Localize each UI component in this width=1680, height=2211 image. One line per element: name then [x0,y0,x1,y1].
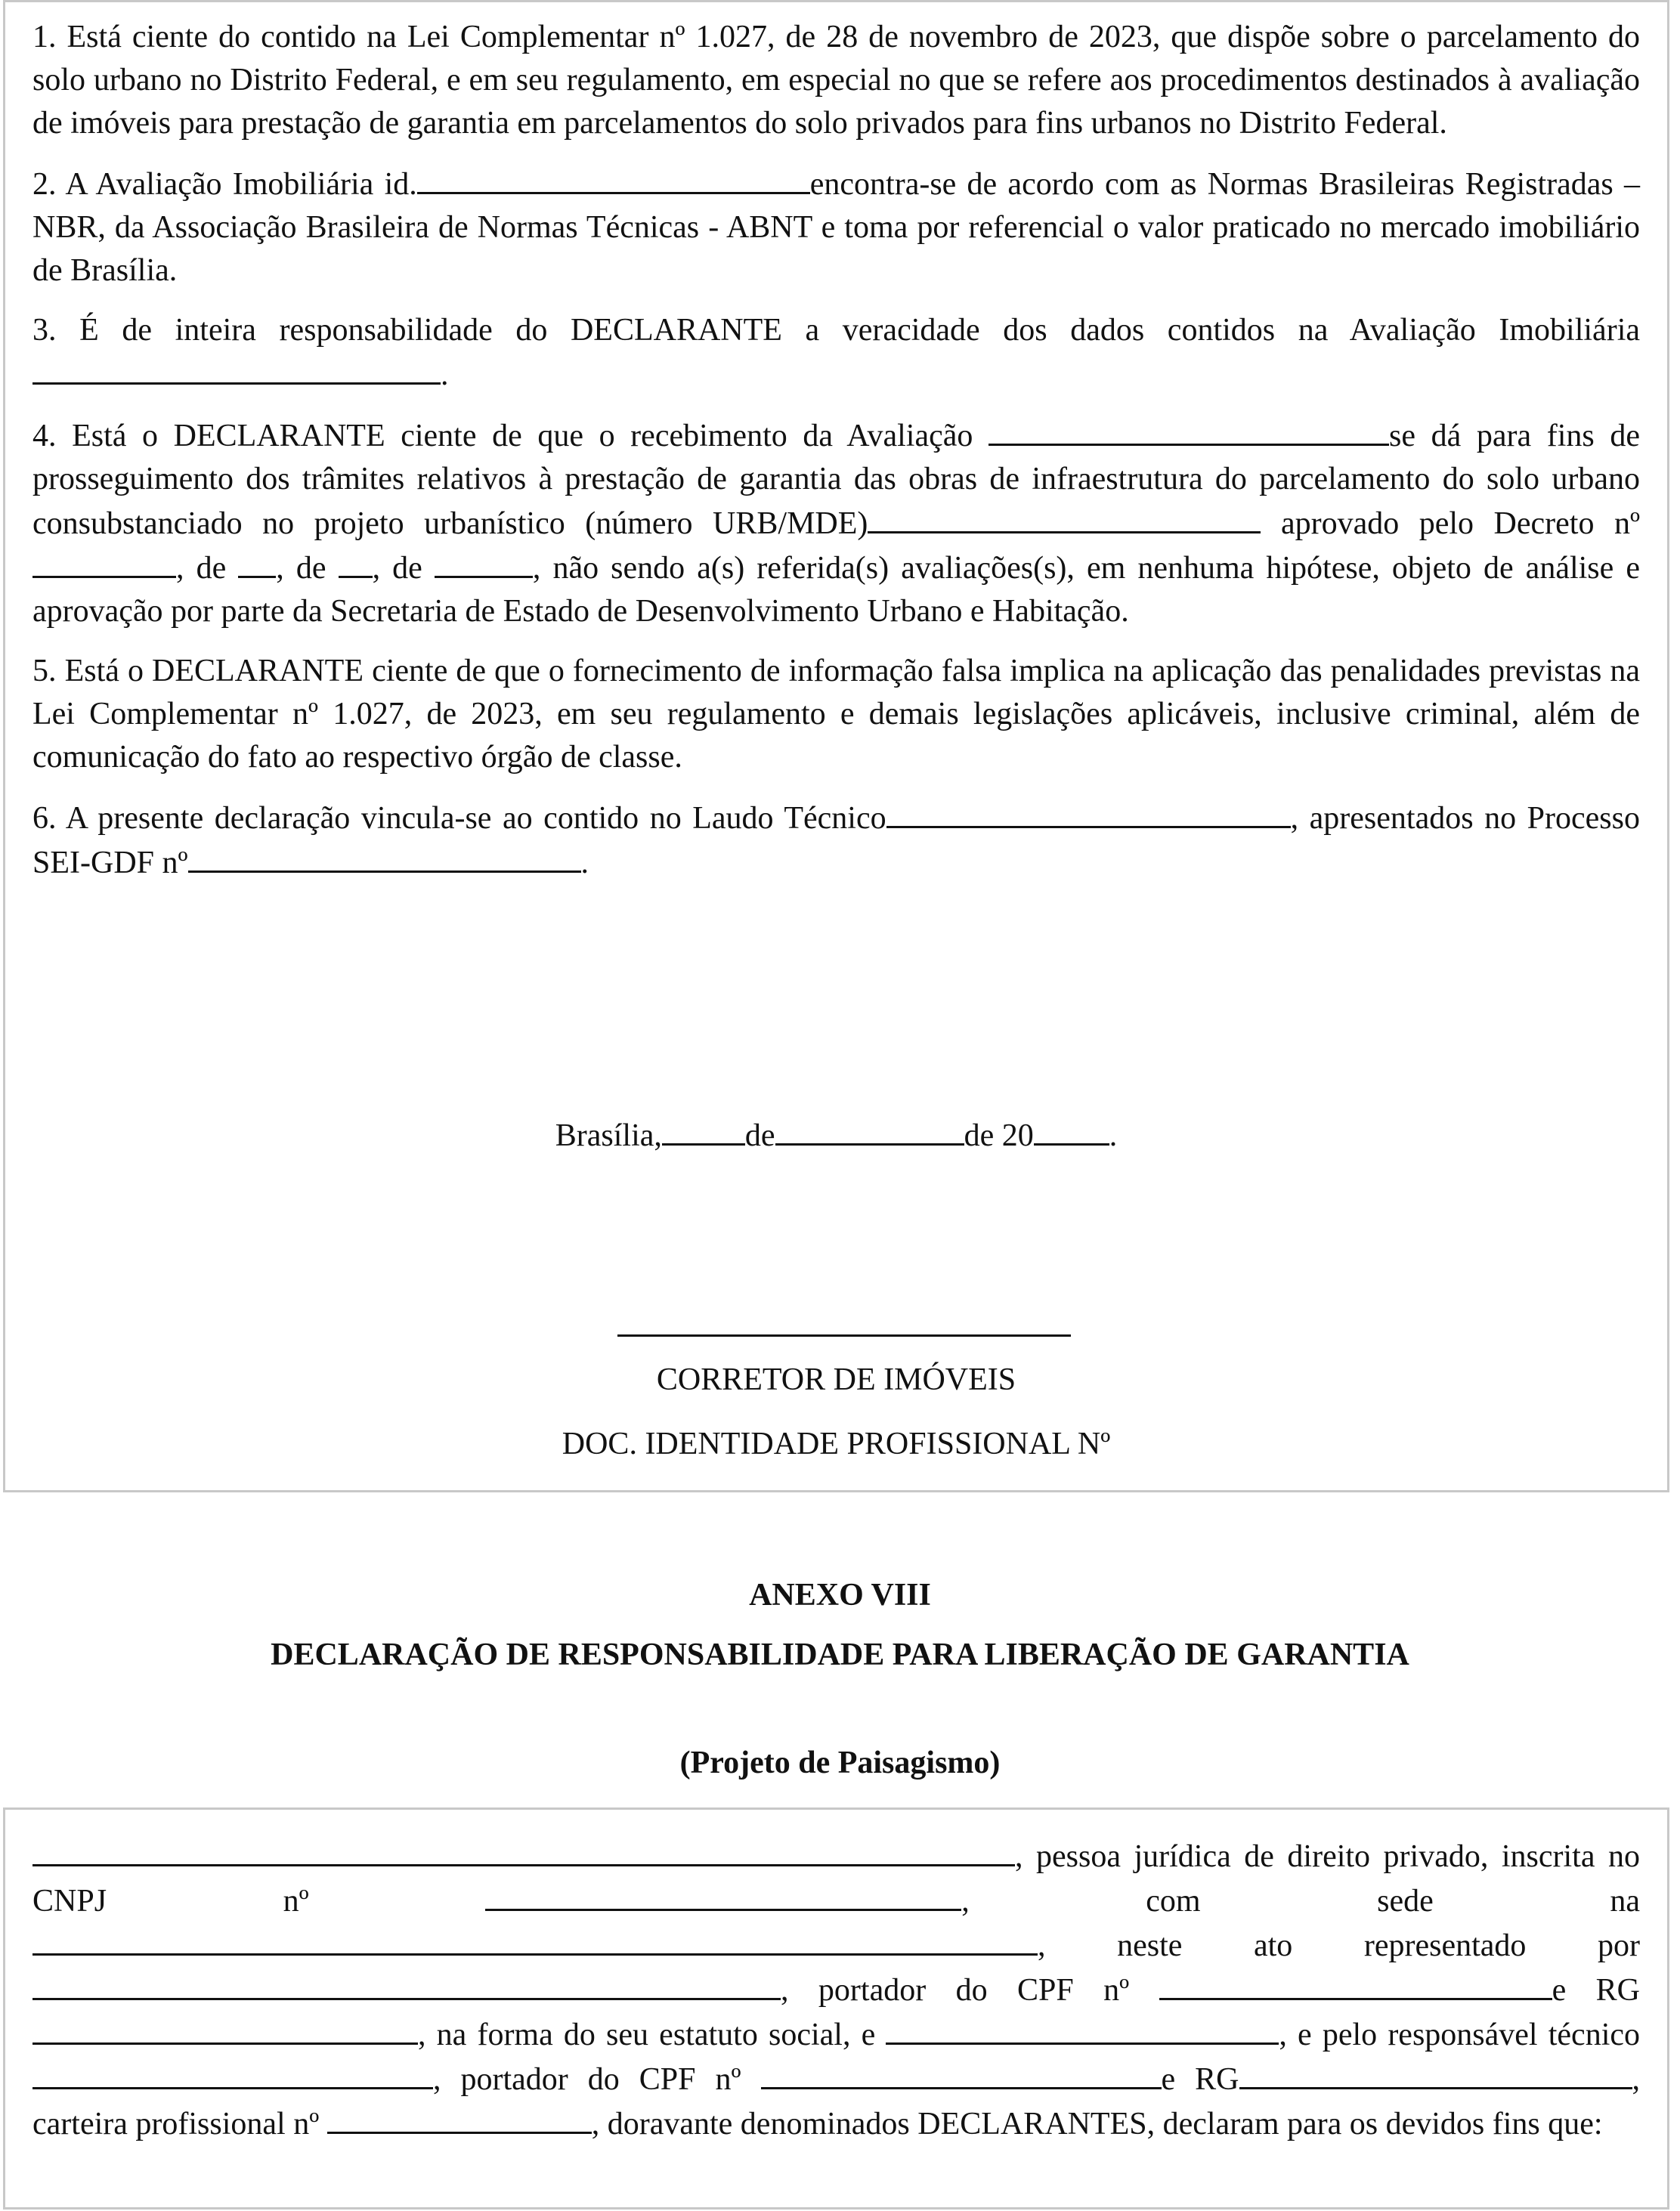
signer-doc: DOC. IDENTIDADE PROFISSIONAL Nº [562,1427,1111,1461]
item-5: 5. Está o DECLARANTE ciente de que o fornecimento de informação falsa implica na aplicação das penalidades previstas na Lei Complementar nº 1.027, de 2023, em seu regulamento e demais legislações aplicáveis, inclusive criminal, além de comunicação do fato ao respectivo órgão de classe. [32,654,1640,775]
annex-title: ANEXO VIII [749,1578,931,1613]
item-3: 3. É de inteira responsabilidade do DECLARANTE a veracidade dos dados contidos na Avaliação Imobiliária . [32,313,1640,392]
processo-sei-field[interactable] [188,840,581,873]
date-month-field[interactable] [775,1113,964,1146]
decreto-year-field[interactable] [435,546,533,578]
item-1: 1. Está ciente do contido na Lei Complementar nº 1.027, de 28 de novembro de 2023, que dispõe sobre o parcelamento do solo urbano no Distrito Federal, e em seu regulamento, em especial no que se refere aos procedimentos destinados à avaliação de imóveis para prestação de garantia em parcelamentos do solo privados para fins urbanos no Distrito Federal. [32,20,1640,141]
item-2: 2. A Avaliação Imobiliária id. encontra-se de acordo com as Normas Brasileiras Registradas – NBR, da Associação Brasileira de Normas Técnicas - ABNT e toma por referencial o valor praticado no mercado imobiliário de Brasília. [32,162,1640,292]
decreto-month-field[interactable] [339,546,373,578]
annex-subtitle: DECLARAÇÃO DE RESPONSABILIDADE PARA LIBERAÇÃO DE GARANTIA [271,1637,1409,1672]
company-name-field[interactable] [32,1834,1015,1866]
representative-cpf-field[interactable] [1159,1968,1552,2000]
decreto-day-field[interactable] [238,546,276,578]
signature-line[interactable] [617,1334,1071,1337]
representative-field[interactable] [32,1968,781,2000]
form-body [32,1834,1640,2146]
decreto-number-field[interactable] [32,546,176,578]
laudo-tecnico-field[interactable] [886,796,1291,828]
avaliacao-field[interactable] [989,413,1389,446]
date-year-field[interactable] [1034,1113,1109,1146]
signer-role: CORRETOR DE IMÓVEIS [656,1362,1016,1397]
address-field[interactable] [32,1923,1038,1956]
urb-mde-field[interactable] [868,501,1261,533]
technical-rg-field[interactable] [1239,2057,1632,2089]
avaliacao-id-field[interactable] [417,162,810,194]
form-box [3,1807,1669,2209]
item-4: 4. Está o DECLARANTE ciente de que o recebimento da Avaliação se dá para fins de prosseguimento dos trâmites relativos à prestação de garantia das obras de infraestrutura do parcelamento do solo urbano consubstanciado no projeto urbanístico (número URB/MDE) aprovado pelo Decreto nº, de , de , de , não sendo a(s) referida(s) avaliações(s), em nenhuma hipótese, objeto de análise e aprovação por parte da Secretaria de Estado de Desenvolvimento Urbano e Habitação. [32,413,1640,633]
date-line: Brasília, de de 20 . [32,1113,1640,1158]
form-paragraph: , pessoa jurídica de direito privado, inscrita no CNPJ nº , com sede na , neste ato representado por , portador do CPF nº e RG , na forma do seu estatuto social, e , e pelo responsável técnico, portador do CPF nº e RG , carteira profissional nº , doravante denominados DECLARANTES, declaram para os devidos fins que: [32,1834,1640,2146]
item-6: 6. A presente declaração vincula-se ao contido no Laudo Técnico , apresentados no Processo SEI-GDF nº . [32,796,1640,885]
cnpj-field[interactable] [485,1879,961,1911]
declaration-body [32,16,1640,885]
declaration-box [3,0,1669,1492]
avaliacao-imobiliaria-field[interactable] [32,352,441,385]
date-day-field[interactable] [662,1113,745,1146]
technical-cpf-field[interactable] [761,2057,1162,2089]
technical-responsible-field[interactable] [32,2057,433,2089]
statute-field[interactable] [886,2012,1279,2045]
annex-subtitle-note: (Projeto de Paisagismo) [679,1746,1001,1780]
representative-rg-field[interactable] [32,2012,418,2045]
professional-card-field[interactable] [327,2101,592,2134]
